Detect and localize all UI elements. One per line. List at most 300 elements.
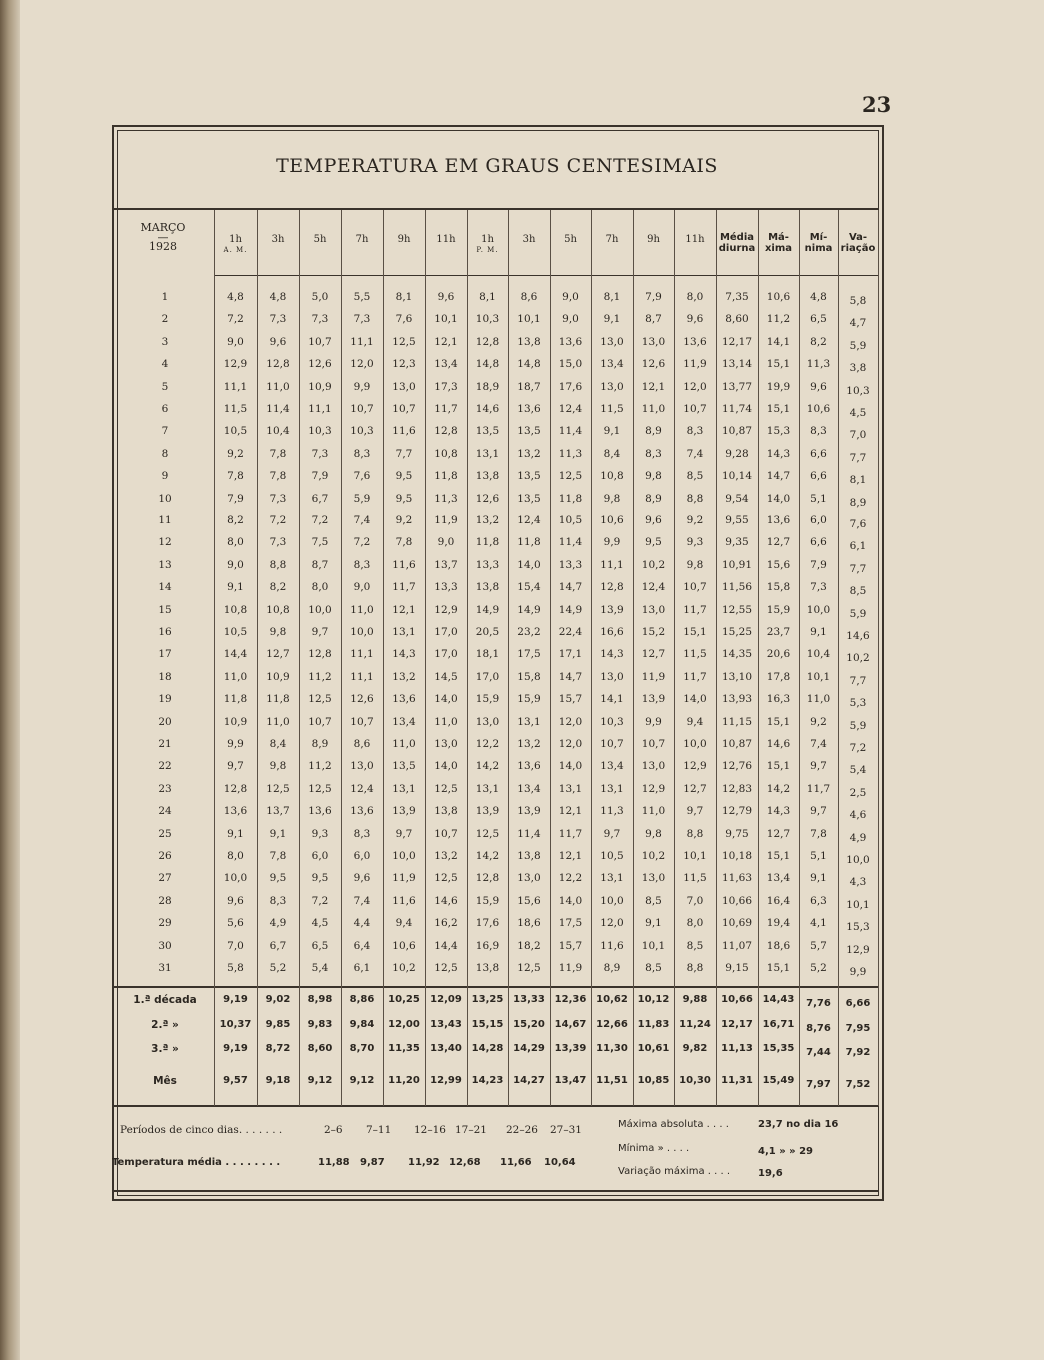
table-cell: 9,9 — [227, 738, 244, 750]
table-cell: 8,1 — [849, 474, 867, 487]
table-cell: 10,8 — [266, 603, 290, 616]
summary-cell: 12,66 — [596, 1019, 628, 1030]
table-cell: 10,2 — [392, 962, 416, 974]
table-cell: 15,9 — [766, 603, 791, 616]
page-number: 23 — [862, 92, 892, 117]
table-cell: 11,74 — [721, 403, 753, 415]
table-cell: 14,0 — [517, 558, 541, 571]
table-cell: 13,0 — [517, 872, 541, 885]
summary-cell: 13,39 — [554, 1043, 587, 1054]
column-header — [257, 234, 299, 245]
table-cell: 13,3 — [558, 558, 583, 571]
table-cell: 10,7 — [683, 403, 707, 415]
table-cell: 11,4 — [266, 403, 290, 415]
table-cell: 13,4 — [600, 760, 624, 773]
table-cell: 7,2 — [849, 742, 867, 754]
table-cell: 7,7 — [395, 447, 413, 460]
table-cell: 12,17 — [721, 335, 753, 348]
table-cell: 11,7 — [683, 603, 707, 616]
table-cell: 7,7 — [849, 674, 867, 687]
table-cell: 8,1 — [603, 291, 621, 303]
table-cell: 8,8 — [269, 558, 287, 571]
table-cell: 7,4 — [353, 894, 371, 907]
table-cell: 7,3 — [810, 581, 827, 594]
table-cell: 13,3 — [434, 581, 458, 594]
table-cell: 15,6 — [766, 558, 791, 571]
table-cell: 13,0 — [600, 335, 624, 348]
table-cell: 11,8 — [475, 536, 500, 549]
table-cell: 4,9 — [269, 917, 287, 930]
table-cell: 13,6 — [766, 514, 791, 526]
table-cell: 8,8 — [686, 827, 704, 840]
table-cell: 9,6 — [810, 380, 827, 393]
table-cell: 15,9 — [475, 894, 500, 907]
table-cell: 14,0 — [434, 760, 458, 773]
table-cell: 13,6 — [223, 805, 248, 818]
table-cell: 2,5 — [849, 786, 867, 799]
month-label: MARÇO — [140, 221, 186, 234]
table-cell: 15,3 — [766, 425, 791, 438]
summary-cell: 14,27 — [513, 1075, 545, 1086]
table-cell: 11,9 — [434, 514, 458, 526]
summary-cell: 9,12 — [307, 1075, 333, 1086]
table-cell: 12,5 — [517, 962, 541, 974]
table-cell: 12,9 — [223, 358, 248, 371]
summary-cell: 14,29 — [513, 1043, 545, 1054]
table-cell: 9,15 — [725, 962, 749, 974]
table-cell: 11,5 — [223, 403, 248, 415]
table-cell: 15,6 — [517, 894, 541, 907]
table-cell: 14,7 — [558, 670, 583, 683]
table-cell: 22,4 — [558, 626, 583, 638]
table-cell: 12,8 — [266, 358, 290, 371]
table-cell: 10,1 — [806, 670, 831, 683]
day-label: 30 — [158, 939, 172, 952]
table-cell: 14,0 — [766, 492, 791, 505]
table-cell: 12,7 — [766, 536, 791, 549]
table-cell: 10,0 — [806, 603, 831, 616]
day-label: 7 — [161, 425, 169, 438]
table-cell: 12,7 — [766, 827, 791, 840]
table-cell: 9,9 — [353, 380, 371, 393]
column-header — [591, 234, 633, 245]
table-cell: 15,0 — [558, 358, 583, 371]
table-cell: 13,6 — [517, 760, 541, 773]
table-cell: 13,93 — [721, 693, 753, 706]
table-cell: 9,7 — [227, 760, 244, 773]
min-abs-value: 4,1 » » 29 — [758, 1146, 813, 1157]
table-cell: 10,3 — [308, 425, 332, 438]
table-cell: 8,9 — [645, 425, 662, 438]
table-cell: 7,2 — [227, 313, 244, 326]
table-cell: 9,3 — [686, 536, 704, 549]
table-cell: 7,8 — [269, 850, 287, 862]
period-range: 12–16 — [414, 1124, 446, 1136]
column-divider — [878, 210, 879, 1106]
table-cell: 10,18 — [721, 850, 753, 862]
table-cell: 10,9 — [266, 670, 290, 683]
table-cell: 10,1 — [641, 939, 666, 952]
column-header-label: 9h — [647, 234, 660, 245]
table-cell: 7,35 — [725, 291, 749, 303]
table-cell: 7,2 — [269, 514, 287, 526]
table-cell: 4,5 — [849, 407, 867, 419]
table-cell: 6,1 — [353, 962, 371, 974]
table-cell: 14,6 — [846, 630, 870, 642]
day-label: 12 — [158, 536, 172, 549]
table-cell: 10,4 — [806, 648, 831, 661]
summary-cell: 7,97 — [806, 1079, 831, 1090]
summary-cell: 8,70 — [349, 1043, 375, 1054]
summary-cell: 11,20 — [388, 1075, 420, 1086]
table-cell: 9,8 — [269, 760, 287, 773]
table-cell: 14,6 — [766, 738, 791, 750]
table-cell: 6,3 — [810, 894, 827, 907]
day-label: 20 — [158, 715, 172, 728]
summary-cell: 12,36 — [554, 994, 587, 1005]
column-header-label: Má- xima — [764, 232, 793, 254]
rule-footer-bottom — [114, 1190, 878, 1192]
day-label: 19 — [158, 693, 172, 706]
table-cell: 4,4 — [353, 917, 371, 930]
column-header — [550, 234, 591, 245]
table-cell: 13,9 — [392, 805, 416, 818]
table-cell: 9,9 — [849, 966, 867, 978]
table-cell: 5,6 — [227, 917, 244, 930]
summary-cell: 13,25 — [471, 994, 504, 1005]
table-cell: 8,5 — [686, 470, 704, 483]
summary-cell: 7,95 — [845, 1023, 871, 1034]
table-cell: 9,5 — [395, 492, 413, 505]
table-cell: 11,56 — [721, 581, 753, 594]
table-cell: 11,3 — [600, 805, 624, 818]
table-cell: 12,6 — [308, 358, 332, 371]
table-cell: 9,5 — [269, 872, 287, 885]
column-header — [799, 232, 838, 254]
table-cell: 11,7 — [806, 782, 831, 795]
table-cell: 12,5 — [434, 872, 458, 885]
column-header — [383, 234, 425, 245]
table-cell: 11,3 — [434, 492, 458, 505]
table-cell: 12,1 — [434, 335, 458, 348]
day-label: 21 — [158, 738, 172, 750]
table-cell: 12,9 — [683, 760, 707, 773]
table-cell: 10,1 — [846, 898, 870, 911]
table-cell: 10,6 — [392, 939, 416, 952]
table-cell: 11,3 — [806, 358, 831, 371]
day-label: 26 — [158, 850, 172, 862]
period-mean: 11,92 — [408, 1157, 440, 1168]
table-cell: 10,7 — [308, 335, 332, 348]
table-cell: 12,1 — [392, 603, 416, 616]
table-cell: 12,5 — [434, 782, 458, 795]
table-cell: 12,8 — [475, 335, 500, 348]
table-cell: 11,7 — [683, 670, 707, 683]
day-label: 14 — [158, 581, 172, 594]
table-cell: 12,3 — [392, 358, 416, 371]
table-cell: 7,4 — [686, 447, 704, 460]
table-cell: 7,9 — [810, 558, 827, 571]
table-cell: 9,6 — [227, 894, 244, 907]
period-mean: 10,64 — [544, 1157, 576, 1168]
table-cell: 13,8 — [475, 962, 500, 974]
day-label: 18 — [158, 670, 172, 683]
summary-cell: 9,82 — [682, 1043, 708, 1054]
summary-cell: 9,12 — [349, 1075, 375, 1086]
table-cell: 10,8 — [223, 603, 248, 616]
table-cell: 7,6 — [395, 313, 413, 326]
table-cell: 12,0 — [683, 380, 707, 393]
table-cell: 23,2 — [517, 626, 541, 638]
table-cell: 8,0 — [686, 917, 704, 930]
column-header — [758, 232, 799, 254]
table-cell: 5,3 — [849, 697, 867, 710]
summary-cell: 7,92 — [845, 1047, 871, 1058]
column-header-label: 7h — [605, 234, 619, 245]
table-cell: 12,1 — [641, 380, 666, 393]
table-cell: 10,4 — [266, 425, 290, 438]
table-cell: 13,0 — [350, 760, 374, 773]
rule-below-header — [214, 275, 878, 276]
summary-cell: 11,35 — [388, 1043, 420, 1054]
var-max-label: Variação máxima . . . . — [618, 1166, 730, 1177]
table-cell: 11,2 — [308, 760, 332, 773]
table-cell: 17,3 — [434, 380, 458, 393]
summary-label: Mês — [153, 1075, 177, 1087]
summary-cell: 9,19 — [223, 1043, 248, 1054]
table-cell: 14,5 — [434, 670, 458, 683]
min-abs-label: Mínima » . . . . — [618, 1143, 690, 1154]
column-header-label: 11h — [436, 234, 456, 245]
table-cell: 15,8 — [766, 581, 791, 594]
table-cell: 13,6 — [558, 335, 583, 348]
table-cell: 10,0 — [846, 854, 870, 866]
table-cell: 13,1 — [600, 782, 624, 795]
table-cell: 11,9 — [558, 962, 583, 974]
table-cell: 13,6 — [683, 335, 707, 348]
table-cell: 8,7 — [311, 558, 329, 571]
table-cell: 6,0 — [810, 514, 827, 526]
table-cell: 7,7 — [849, 451, 867, 464]
table-cell: 10,87 — [721, 738, 753, 750]
table-cell: 7,0 — [849, 429, 867, 442]
table-cell: 23,7 — [766, 626, 791, 638]
summary-cell: 8,72 — [265, 1043, 291, 1054]
table-cell: 6,7 — [269, 939, 287, 952]
table-cell: 7,3 — [311, 313, 329, 326]
column-header — [299, 234, 341, 245]
table-cell: 9,8 — [645, 470, 662, 483]
table-cell: 13,5 — [517, 492, 541, 505]
table-cell: 11,2 — [308, 670, 332, 683]
table-cell: 8,8 — [686, 492, 704, 505]
table-cell: 14,7 — [766, 470, 791, 483]
table-cell: 4,8 — [810, 291, 827, 303]
summary-cell: 15,15 — [471, 1019, 504, 1030]
table-cell: 10,3 — [475, 313, 500, 326]
var-max-value: 19,6 — [758, 1168, 783, 1179]
table-cell: 7,0 — [227, 939, 244, 952]
table-cell: 8,9 — [645, 492, 662, 505]
table-cell: 9,6 — [437, 291, 455, 303]
table-cell: 8,0 — [227, 850, 244, 862]
table-cell: 5,2 — [810, 962, 827, 974]
table-cell: 13,7 — [434, 558, 458, 571]
table-cell: 12,6 — [350, 693, 374, 706]
period-mean: 11,66 — [500, 1157, 532, 1168]
table-cell: 14,3 — [600, 648, 624, 661]
table-cell: 8,3 — [269, 894, 287, 907]
table-cell: 13,1 — [558, 782, 583, 795]
table-cell: 13,77 — [721, 380, 753, 393]
table-cell: 16,2 — [434, 917, 458, 930]
table-cell: 13,4 — [517, 782, 541, 795]
table-cell: 10,7 — [434, 827, 458, 840]
table-cell: 9,8 — [686, 558, 704, 571]
table-cell: 13,0 — [641, 872, 666, 885]
table-cell: 5,8 — [849, 295, 867, 307]
table-cell: 14,9 — [558, 603, 583, 616]
column-header-label: 9h — [397, 234, 411, 245]
table-cell: 13,5 — [517, 425, 541, 438]
table-cell: 6,0 — [311, 850, 329, 862]
day-label: 22 — [158, 760, 172, 773]
table-cell: 15,2 — [641, 626, 666, 638]
table-cell: 9,0 — [353, 581, 371, 594]
table-cell: 9,2 — [810, 715, 827, 728]
period-range: 2–6 — [324, 1124, 343, 1136]
table-cell: 12,0 — [350, 358, 374, 371]
month-header — [116, 222, 210, 254]
table-cell: 7,5 — [311, 536, 329, 549]
table-cell: 20,6 — [766, 648, 791, 661]
table-cell: 9,7 — [810, 760, 827, 773]
day-label: 1 — [161, 291, 169, 303]
day-label: 3 — [161, 335, 169, 348]
summary-cell: 8,86 — [349, 994, 375, 1005]
table-cell: 8,9 — [603, 962, 621, 974]
table-cell: 19,4 — [766, 917, 791, 930]
table-cell: 12,8 — [223, 782, 248, 795]
table-cell: 11,8 — [434, 470, 458, 483]
table-cell: 4,5 — [311, 917, 329, 930]
table-cell: 7,6 — [353, 470, 371, 483]
summary-label: 3.ª » — [151, 1043, 179, 1055]
table-cell: 9,7 — [603, 827, 621, 840]
table-cell: 17,1 — [558, 648, 583, 661]
table-cell: 11,4 — [558, 425, 583, 438]
table-cell: 13,2 — [392, 670, 416, 683]
table-cell: 15,4 — [517, 581, 541, 594]
table-cell: 11,1 — [350, 335, 374, 348]
column-header — [633, 234, 674, 245]
summary-cell: 13,43 — [430, 1019, 462, 1030]
table-cell: 10,7 — [350, 403, 374, 415]
table-cell: 11,2 — [766, 313, 791, 326]
table-cell: 13,1 — [475, 447, 500, 460]
table-cell: 18,6 — [517, 917, 541, 930]
table-cell: 17,5 — [517, 648, 541, 661]
table-cell: 8,9 — [311, 738, 329, 750]
table-frame — [112, 125, 884, 1201]
table-cell: 9,1 — [227, 581, 244, 594]
column-header-label: 3h — [271, 234, 285, 245]
table-cell: 13,0 — [641, 760, 666, 773]
table-cell: 6,6 — [810, 536, 827, 549]
table-cell: 11,0 — [641, 403, 666, 415]
table-cell: 12,2 — [558, 872, 583, 885]
table-cell: 8,3 — [353, 447, 371, 460]
table-cell: 11,6 — [392, 425, 416, 438]
table-cell: 9,1 — [603, 313, 621, 326]
period-mean: 11,88 — [318, 1157, 350, 1168]
table-cell: 12,9 — [434, 603, 458, 616]
summary-cell: 14,43 — [762, 994, 795, 1005]
max-abs-value: 23,7 no dia 16 — [758, 1119, 839, 1130]
table-cell: 9,0 — [227, 335, 244, 348]
table-cell: 12,79 — [721, 805, 753, 818]
table-cell: 9,55 — [725, 514, 749, 526]
column-header — [214, 234, 257, 255]
table-cell: 14,1 — [766, 335, 791, 348]
table-cell: 11,0 — [806, 693, 831, 706]
table-cell: 7,3 — [353, 313, 371, 326]
table-cell: 10,6 — [766, 291, 791, 303]
table-cell: 12,4 — [641, 581, 666, 594]
table-cell: 7,2 — [311, 514, 329, 526]
table-cell: 15,9 — [517, 693, 541, 706]
table-cell: 10,6 — [806, 403, 831, 415]
table-cell: 13,0 — [641, 603, 666, 616]
table-cell: 5,9 — [849, 607, 867, 620]
table-cell: 12,5 — [434, 962, 458, 974]
period-mean: 12,68 — [449, 1157, 481, 1168]
table-cell: 14,35 — [721, 648, 753, 661]
table-cell: 11,4 — [558, 536, 583, 549]
table-cell: 9,1 — [810, 626, 827, 638]
column-header-label: 1h — [229, 234, 242, 245]
table-cell: 15,1 — [766, 358, 791, 371]
table-cell: 9,7 — [686, 805, 704, 818]
table-cell: 7,9 — [311, 470, 329, 483]
table-cell: 9,8 — [603, 492, 621, 505]
table-cell: 10,1 — [517, 313, 541, 326]
period-range: 17–21 — [455, 1124, 487, 1136]
table-cell: 17,0 — [434, 648, 458, 661]
day-label: 29 — [158, 917, 172, 930]
table-cell: 10,69 — [721, 917, 753, 930]
month-dash: — — [157, 230, 169, 244]
table-cell: 8,3 — [686, 425, 704, 438]
table-cell: 12,4 — [517, 514, 541, 526]
day-label: 25 — [158, 827, 172, 840]
table-cell: 13,1 — [475, 782, 500, 795]
table-cell: 9,1 — [603, 425, 621, 438]
table-cell: 9,8 — [645, 827, 662, 840]
table-cell: 9,54 — [725, 492, 749, 505]
summary-cell: 15,35 — [762, 1043, 795, 1054]
summary-cell: 9,84 — [349, 1019, 375, 1030]
page-title: TEMPERATURA EM GRAUS CENTESIMAIS — [276, 155, 718, 177]
table-cell: 9,7 — [395, 827, 413, 840]
day-label: 13 — [158, 558, 172, 571]
table-cell: 13,4 — [600, 358, 624, 371]
table-cell: 9,2 — [686, 514, 704, 526]
table-cell: 13,1 — [600, 872, 624, 885]
table-cell: 11,8 — [223, 693, 248, 706]
table-cell: 11,0 — [350, 603, 374, 616]
table-cell: 10,8 — [434, 447, 458, 460]
